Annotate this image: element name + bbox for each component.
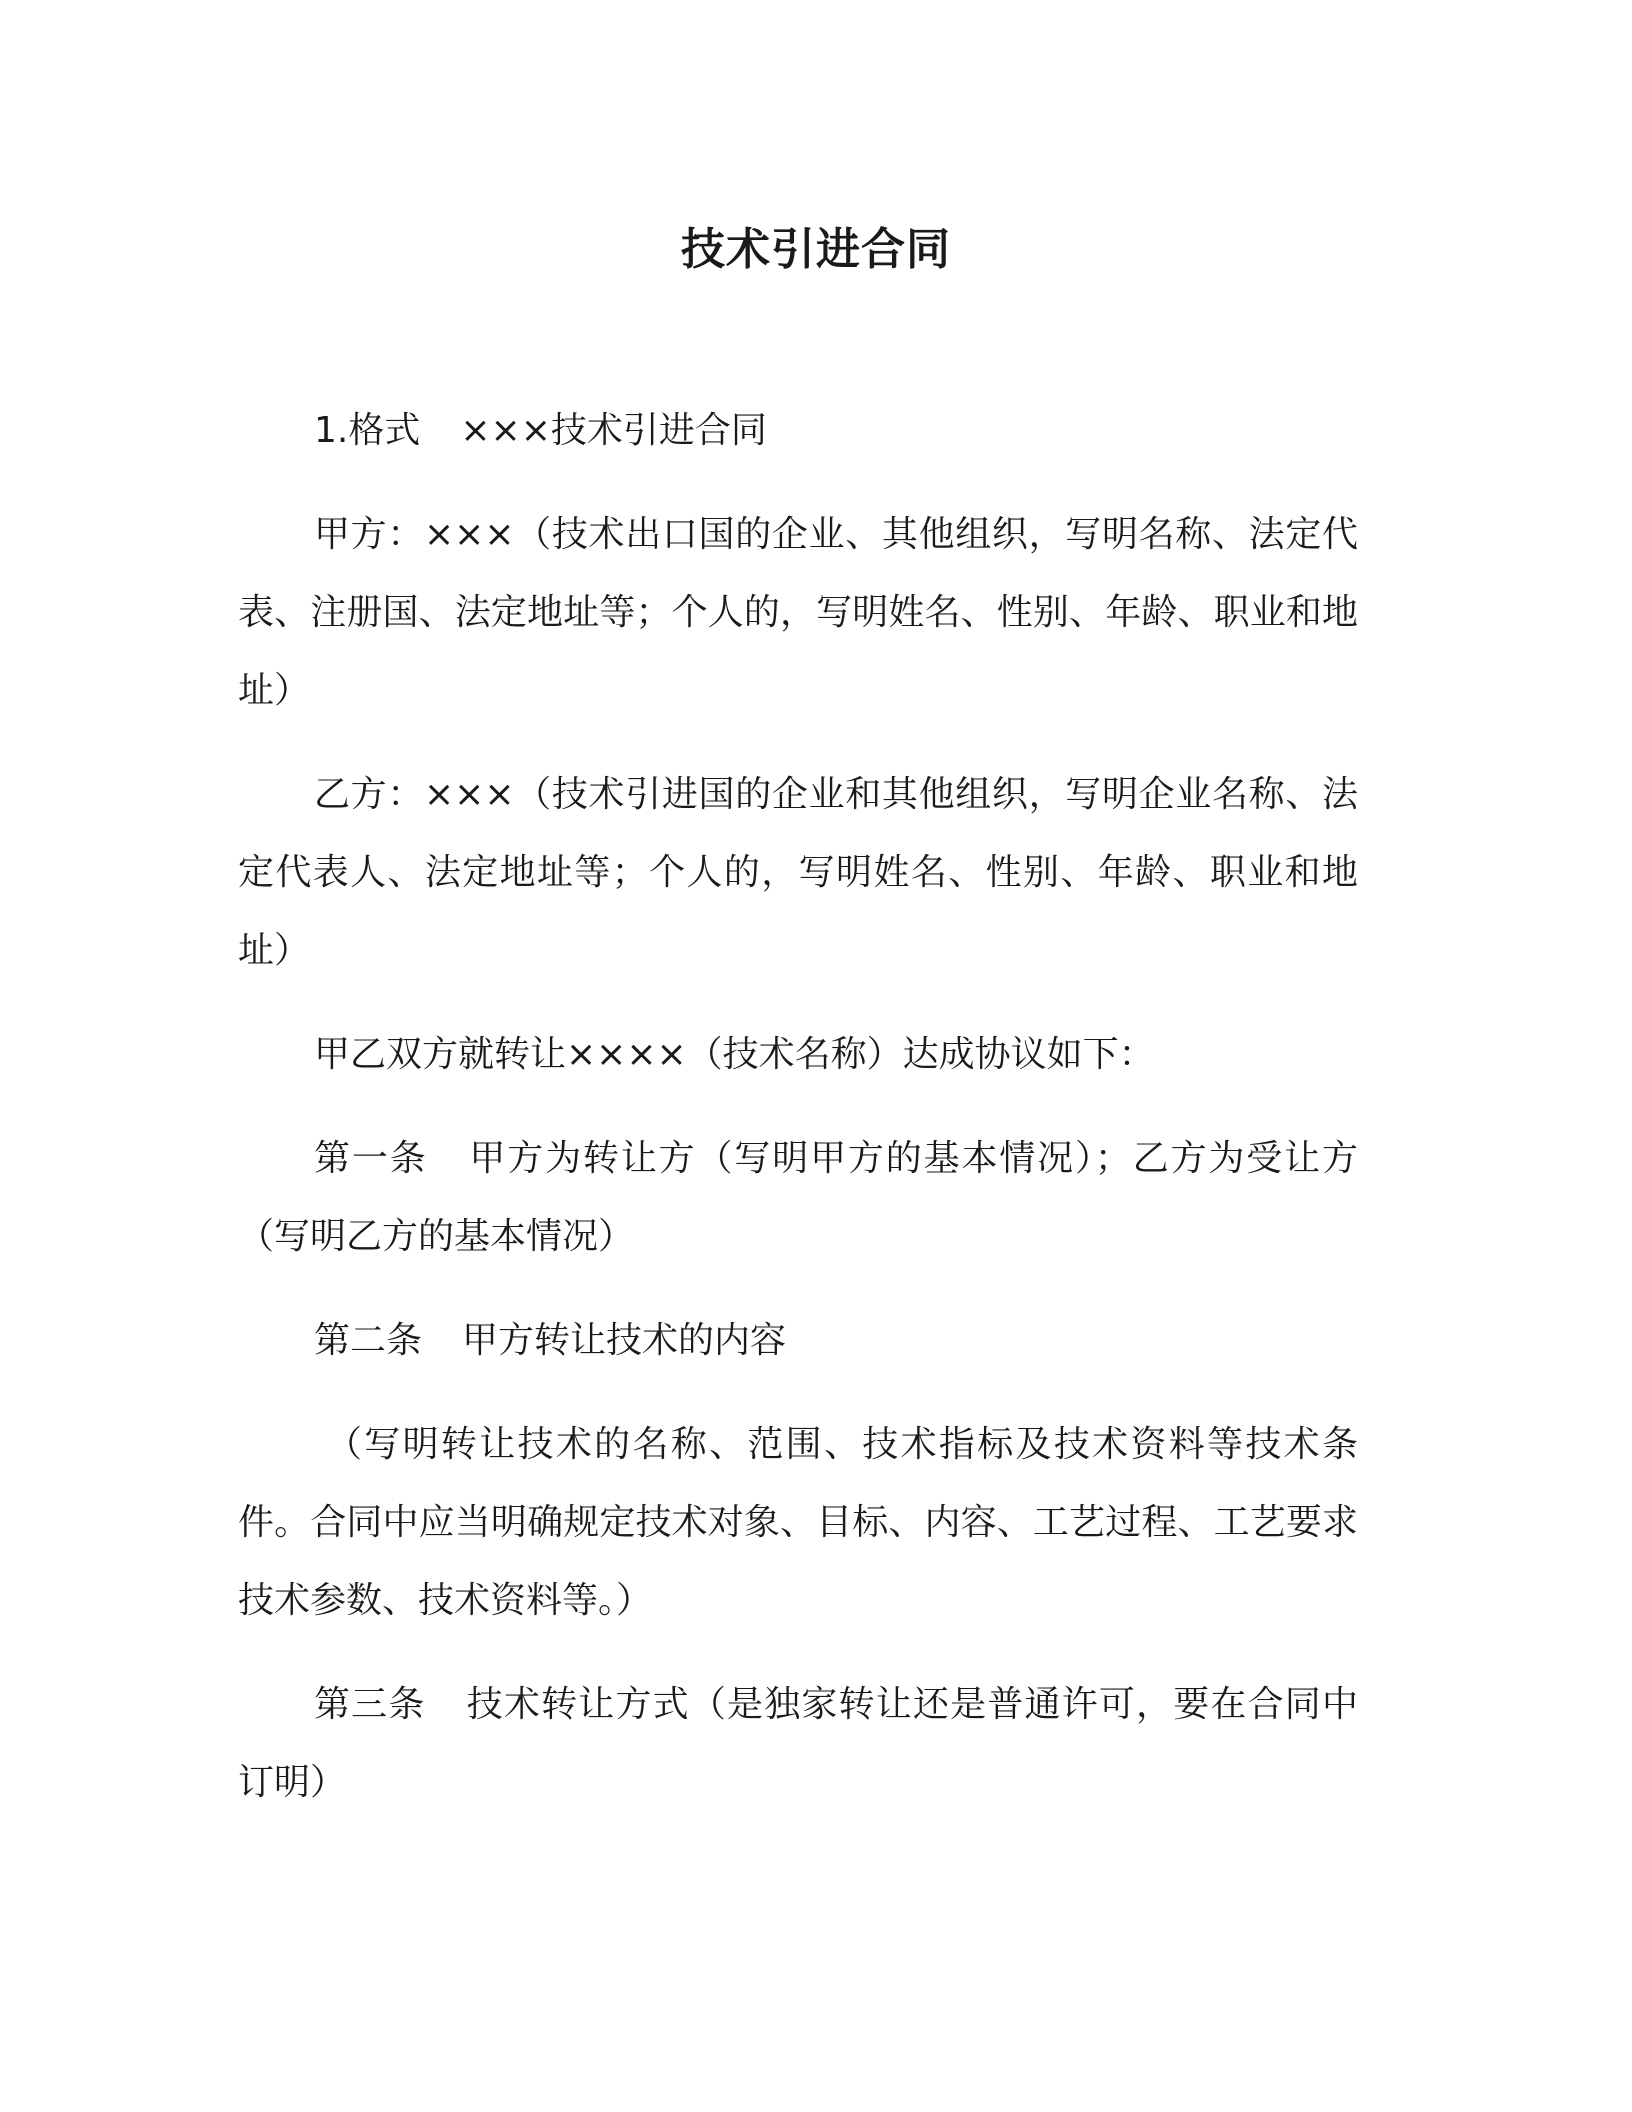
paragraph-party-a: 甲方：×××（技术出口国的企业、其他组织，写明名称、法定代表、注册国、法定地址等；个人的，写明姓名、性别、年龄、职业和地址） [238,514,1358,711]
article-3-text: 技术转让方式（是独家转让还是普通许可，要在合同中订明） [238,1684,1358,1803]
paragraph-agreement: 甲乙双方就转让××××（技术名称）达成协议如下： [314,1034,1155,1075]
article-3-heading: 第三条 [314,1684,426,1725]
article-1-heading: 第一条 [314,1138,428,1179]
paragraph-article-3 [238,1666,1358,1822]
paragraph-party-b: 乙方：×××（技术引进国的企业和其他组织，写明企业名称、法定代表人、法定地址等；个人的，写明姓名、性别、年龄、职业和地址） [238,774,1358,971]
paragraph-article-1 [238,1120,1358,1276]
article-2-text: 甲方转让技术的内容 [462,1320,787,1361]
article-1-text: 甲方为转让方（写明甲方的基本情况）；乙方为受让方（写明乙方的基本情况） [238,1138,1358,1257]
paragraph-article-2 [238,1302,1358,1380]
paragraph-format [238,392,1358,470]
format-text: ×××技术引进合同 [460,410,767,451]
article-2-heading: 第二条 [314,1320,423,1361]
format-label: 1.格式 [314,410,421,451]
document-title: 技术引进合同 [681,224,951,275]
paragraph-article-2-detail: （写明转让技术的名称、范围、技术指标及技术资料等技术条件。合同中应当明确规定技术对象、目标、内容、工艺过程、工艺要求技术参数、技术资料等。） [238,1424,1358,1621]
document-body [238,392,1358,1848]
